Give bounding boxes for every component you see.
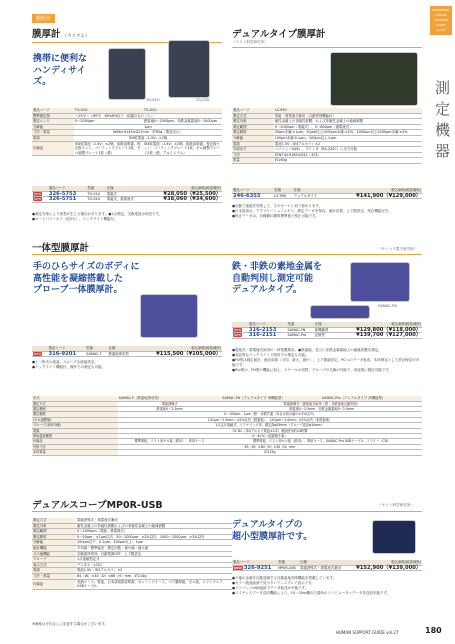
- catch-copy: [33, 262, 153, 297]
- table-cell: 約125g: [118, 450, 422, 455]
- table-cell: 測定レンジ: [32, 119, 74, 125]
- order-table: [232, 560, 422, 571]
- product-photo-lz990: [330, 52, 418, 106]
- table-header: 仕様: [106, 186, 144, 191]
- note-line: ●パソコンとUSB接続でデータ転送が可能です。: [232, 586, 309, 590]
- table-cell: その他機能: [32, 551, 76, 557]
- table-cell: 0〜50μm：±1μm以内 50〜1000μm：±2%以内 1000〜2000μm：±3%以内: [76, 534, 232, 540]
- note-line: ●測定対象により誤差が生じる場合があります。●1点測定、交換電池は別売です。: [32, 212, 163, 216]
- table-cell: 電源: [32, 135, 74, 141]
- note-line: ●校正データは、多種類の膜厚標準板で校正可能です。: [232, 214, 319, 218]
- table-header: 仕様: [299, 560, 347, 565]
- table-header: 製品コード: [232, 108, 274, 113]
- table-header: 製品コード: [248, 322, 287, 327]
- table-cell: 使用温度範囲: [32, 434, 118, 439]
- table-row: [32, 141, 222, 156]
- note-line: ●自動で素地を判別して、そのモードに切り替わります。: [232, 204, 323, 208]
- photo-caption: TG-01U: [146, 98, 160, 102]
- table-cell: 外部出力: [232, 147, 274, 153]
- product-code[interactable]: 316-9201: [48, 351, 86, 357]
- table-cell: 電源: [32, 568, 76, 574]
- table-cell: 3V DC（単4アルカリ電池×2本）連続使用約24時間: [118, 428, 422, 433]
- note-line: ●バックライト機能付、操作での測定も可能。: [32, 365, 105, 369]
- table-cell: 分解能: [32, 540, 76, 546]
- catch-line: 高性能を凝縮搭載した: [33, 273, 124, 284]
- table-cell: 0〜100μm：1μm（鉄・非鉄共通（本社は指示値の±3%以内）: [118, 412, 422, 417]
- catch-copy: [232, 520, 342, 543]
- table-cell: W66×H145×D27mm 約95g（電池含む）: [74, 130, 222, 136]
- table-cell: 0〜40℃（結露無き事）: [118, 434, 422, 439]
- table-cell: 約W74×H165×D32（本体）: [274, 152, 422, 158]
- table-header: 製品コード: [32, 108, 74, 113]
- table-header: 製品コード: [232, 188, 273, 193]
- side-category-label: 測定機器: [433, 80, 451, 164]
- new-badge: [232, 333, 248, 339]
- maker-note: （ケツト科学研究所）: [232, 40, 268, 44]
- note-line: ●ワイヤレスデータ送信機能により、10〜20m離れた場所のコンピュータへデータを送信可能です。: [232, 591, 391, 595]
- table-header: 税込価格(税抜価格): [347, 560, 422, 565]
- catch-line: 鉄・非鉄の素地金属を: [232, 262, 323, 272]
- new-badge-label: NEW: [234, 327, 242, 332]
- table-cell: 100μm未満:0.1μm、100μm以上:1μm: [274, 135, 422, 141]
- table-header: 型番: [277, 560, 299, 565]
- table-header: 型番: [85, 346, 107, 351]
- catch-line: 自動判別し測定可能: [232, 273, 314, 284]
- table-cell: 分解能: [32, 124, 74, 130]
- table-cell: 測定範囲: [32, 529, 76, 535]
- new-badge: [32, 351, 48, 357]
- spec-cell: 鉄素地専用型: [107, 351, 136, 357]
- product-notes: [232, 204, 422, 219]
- price: ¥141,900（¥129,000）: [328, 193, 422, 199]
- spec-cell: 電磁式、渦電流式: [106, 197, 144, 203]
- section-title: デュアルタイプ膜厚計: [232, 29, 326, 40]
- table-row: [32, 450, 422, 455]
- table-cell: 単4乾電池（1.5V）×2個: [74, 135, 222, 141]
- table-cell: 外形寸法: [32, 444, 118, 449]
- corner-line: EQUIPMENT: [432, 8, 450, 12]
- table-header: 形式: [32, 396, 118, 401]
- footer-note: ※価格は予告なしに変更する場合がございます。: [32, 622, 109, 626]
- product-photo-samac-fn: [350, 262, 410, 302]
- product-notes: [32, 212, 222, 222]
- table-cell: 測定対象: [232, 119, 274, 125]
- table-header: 税込価格(税抜価格): [136, 346, 222, 351]
- table-cell: 100μm以下：0.1μm、100μm以上：1μm: [76, 540, 232, 546]
- section-title: [32, 26, 90, 40]
- table-cell: 表示方式: [32, 562, 76, 568]
- table-cell: 0〜2000μm: [74, 119, 143, 125]
- price: ¥28,050（¥25,500）: [144, 191, 222, 197]
- product-code[interactable]: 246-6353: [232, 193, 273, 199]
- table-cell: 測定方式: [32, 518, 76, 523]
- table-cell: 標準厚板、テスト用ゼロ板（鉄用）、専用ケース: [118, 439, 222, 444]
- table-cell: 寸法・質量: [32, 130, 74, 136]
- table-cell: デジタル（LCD）: [76, 562, 232, 568]
- table-row[interactable]: [232, 333, 422, 339]
- table-cell: 寸法: [232, 152, 274, 158]
- photo-caption: TG-02U: [196, 98, 210, 102]
- new-badge: [32, 197, 48, 203]
- table-cell: 単4乾電池（1.5V）×2個、取扱説明書、校正板セット、コーティングプレート1枚、ゼロ調整プレート2枚（鉄、アルミニウム）: [143, 141, 222, 156]
- table-cell: 電磁誘導式・渦電流式兼用: [76, 518, 232, 523]
- table-cell: 電磁誘導式・渦電流式両用（鉄・非鉄素地自動判別）: [221, 401, 422, 406]
- footer-guide-label: HUMAN SUPPORT GUIDE vol.27: [336, 630, 399, 635]
- table-header: 仕様: [314, 322, 334, 327]
- table-cell: 単4乾電池（1.5V）×2個、取扱説明書、校正板セット、コーティングプレート1枚、ゼロ調整プレート1枚（鉄）: [74, 141, 143, 156]
- table-cell: プローブ: [32, 557, 76, 563]
- table-header: 仕様: [107, 346, 136, 351]
- product-code[interactable]: 326-5753: [48, 191, 87, 197]
- order-table: [32, 186, 222, 203]
- table-cell: 電池1.5V（単4アルカリ）×2: [76, 568, 232, 574]
- section-title: デュアルスコープMP0R-USB: [32, 500, 163, 511]
- product-notes: [32, 360, 222, 370]
- table-cell: 統計機能: [32, 545, 76, 551]
- table-cell: 測定方式: [32, 401, 118, 406]
- corner-line: HUMAN SUPPORT: [434, 13, 448, 22]
- table-header: 型番: [273, 188, 292, 193]
- table-header: 製品コード: [48, 346, 86, 351]
- page-number: 180: [425, 626, 442, 635]
- new-badge-label: NEW: [234, 565, 242, 570]
- corner-badge: [430, 6, 452, 35]
- model-number: TG-02U: [86, 197, 105, 203]
- table-cell: 測定範囲: [232, 124, 274, 130]
- new-badge-label: NEW: [234, 333, 242, 338]
- photo-caption: SAMAC-Pro: [340, 314, 360, 318]
- spec-table: [32, 518, 232, 590]
- table-row[interactable]: [32, 197, 222, 203]
- table-cell: 測定精度: [232, 130, 274, 136]
- table-header: SAMAC-FN（デュアルタイプ 単機能型）: [221, 396, 321, 401]
- table-cell: 0〜2000μm（電磁・渦電流式）: [76, 529, 232, 535]
- table-row[interactable]: [232, 565, 422, 571]
- note-line: ●オートパワーオフ（約2分）、バックライト機能付。: [32, 217, 118, 221]
- spec-table: [32, 108, 222, 156]
- product-notes: [232, 348, 422, 373]
- product-code[interactable]: [232, 565, 277, 571]
- table-cell: 測定方式: [232, 113, 274, 119]
- spec-cell: 電磁誘導式・渦電流式兼用: [299, 565, 347, 571]
- product-code[interactable]: 316-2151: [248, 333, 287, 339]
- table-header: 製品コード: [232, 560, 277, 565]
- table-header: 製品コード: [48, 186, 87, 191]
- table-cell: 測定精度: [32, 534, 76, 540]
- table-cell: 0〜2000μm（電磁式）、0〜800μm（渦電流式）: [274, 124, 422, 130]
- table-cell: 平均値・標準偏差・測定回数・最小値・最大値: [76, 545, 232, 551]
- table-cell: 分解能: [232, 135, 274, 141]
- table-row: [32, 579, 232, 589]
- table-header: SAMAC-F（鉄素地専用型）: [118, 396, 222, 401]
- table-cell: 寸法・質量: [32, 573, 76, 579]
- table-header: 仕様: [293, 188, 328, 193]
- section-rule: [232, 47, 422, 48]
- price: ¥115,500（¥105,000）: [136, 351, 222, 357]
- catch-line: プローブ一体膜厚計。: [33, 285, 123, 295]
- catch-line: 超小型膜厚計です。: [232, 531, 313, 542]
- catch-copy: [33, 54, 103, 89]
- table-cell: 付属品: [32, 439, 118, 444]
- catch-line: デュアルタイプ。: [232, 285, 302, 295]
- table-cell: 電池1.5V（単4アルカリ）×2: [274, 141, 422, 147]
- catch-line: 携帯に便利な: [33, 54, 88, 64]
- table-cell: 質量: [232, 158, 274, 164]
- corner-line: vol.27: [436, 28, 446, 32]
- spec-cell: デュアルタイプ: [293, 193, 328, 199]
- table-cell: 電源: [32, 428, 118, 433]
- table-cell: 本体質量: [32, 450, 118, 455]
- table-header: TG-02U: [143, 108, 222, 113]
- photo-caption: SAMAC-FN: [378, 304, 397, 308]
- table-cell: 収納ケース、電池、日本語取扱説明書、キャリングケース、ペア膜厚板、ゼロ板、ソフトウエア、USBケーブル: [76, 579, 232, 589]
- table-cell: 付属品: [32, 579, 76, 589]
- table-row[interactable]: [32, 351, 222, 357]
- table-cell: 標準厚板、テスト用ゼロ板（鉄用）、専用ケース、SAMAC-Pro USBケーブル、ドライバ（CD）: [221, 439, 422, 444]
- table-cell: 測定範囲: [32, 407, 118, 412]
- table-cell: 約160g: [274, 158, 422, 164]
- price: ¥152,900（¥139,000）: [347, 565, 422, 571]
- section-rule: [32, 254, 422, 255]
- note-line: ●高品質なバックライトで暗所での測定も可能。: [232, 353, 309, 357]
- table-cell: 磁性金属上の非磁性被膜、および非磁性金属上の絶縁被膜: [274, 119, 422, 125]
- table-cell: 電源: [232, 141, 274, 147]
- table-cell: 測定精度: [32, 412, 118, 417]
- model-number: SAMAC-F: [85, 351, 107, 357]
- price: ¥38,060（¥34,600）: [144, 197, 222, 203]
- table-cell: 鉄素地0〜2000μm、非鉄金属素地0〜1000μm: [143, 119, 222, 125]
- table-cell: 電磁・渦電流式兼用（自動判別機能付）: [274, 113, 422, 119]
- note-line: ●電磁式・渦電流式両用の一体型膜厚計。●鉄素地、並びに非鉄金属素地上の絶縁皮膜を測定。: [232, 348, 382, 352]
- product-photo-tg01u: [108, 48, 146, 100]
- table-cell: 自動素材判別、自動電源OFF、上下限設定: [76, 551, 232, 557]
- note-line: ●十一桁式の液晶、スムーズな液晶設定。: [32, 360, 98, 364]
- product-photo-mp0r-usb: [372, 520, 416, 554]
- catch-copy: [232, 262, 342, 297]
- note-line: ●Pro型は、FN型の機能に加え、スケールの切替、プローブの交換が可能で、用途別に測定可能です。: [232, 368, 392, 372]
- new-badge-label: NEW: [34, 191, 42, 196]
- section-title: 一体型膜厚計: [32, 243, 90, 254]
- table-cell: 63（W）×84（H）×30（D）mm: [118, 444, 422, 449]
- new-badge-label: NEW: [34, 197, 42, 202]
- maker-note: （サンコウ電子研究所）: [378, 247, 418, 251]
- price: ¥139,700（¥127,000）: [334, 333, 422, 339]
- catch-line: デュアルタイプの: [232, 520, 303, 530]
- note-line: ●下地の金属を自動認識する自動素地判別機能を搭載しています。: [232, 576, 337, 580]
- note-line: ●カラー液晶画面で見やすいディスプレイ表示です。: [232, 581, 315, 585]
- table-header: 税込価格(税抜価格): [334, 322, 422, 327]
- product-code[interactable]: 326-5751: [48, 197, 87, 203]
- spec-table: [232, 108, 422, 164]
- table-cell: 電磁誘導式: [118, 401, 222, 406]
- note-line: ●日本語表示、アプリケーションメモリ、測定データを保存。統計計算、上下限設定、残存機能付き。: [232, 209, 392, 213]
- product-code[interactable]: 316-2153: [248, 327, 287, 333]
- table-cell: 標準測定物: [32, 113, 74, 119]
- category-tag: 膜厚計: [32, 14, 55, 23]
- table-cell: パソコン（USB）、プリンタ（RS-232C）に出力可能: [274, 147, 422, 153]
- table-cell: 1点定圧接触式、ワイヤリング用、測定面φ28mm（プローブ直径φ10mm）: [118, 423, 422, 428]
- model-number: SAMAC-FN: [287, 327, 314, 333]
- section-rule: [32, 511, 422, 512]
- table-cell: ー25℃〜＋60℃ 80%RH以下（結露のないこと）: [74, 113, 222, 119]
- note-line: ●FN型は測定値を、統計演算（平均、最大、最小）、上下限値設定、PCへのデータ転送、本体保存として設計保存が可能です。: [232, 358, 420, 367]
- table-header: 税込価格(税抜価格): [328, 188, 422, 193]
- table-cell: 測定対象: [32, 523, 76, 529]
- table-cell: 1μm: [74, 124, 222, 130]
- table-cell: 磁性金属上の非磁性被膜およびの非磁性金属上の絶縁被膜: [76, 523, 232, 529]
- samac-spec-table: [32, 396, 422, 456]
- spec-cell: 新機種型: [314, 327, 334, 333]
- spec-cell: 記憶型: [314, 333, 334, 339]
- table-cell: 付属品: [32, 141, 74, 156]
- product-photo-samac-f: [140, 294, 198, 338]
- product-code-text: 326-9251: [243, 564, 272, 571]
- table-cell: 101μm〜2.5mm：±2%以内（鉄素地）、101μm〜2.0mm：±2%以内（非鉄素地）: [118, 417, 422, 422]
- model-number: LZ-990: [273, 193, 292, 199]
- model-number: MP0R-USB: [277, 565, 299, 571]
- model-number: TG-01U: [86, 191, 105, 197]
- order-table: [232, 188, 422, 199]
- table-cell: プローブ(本体内蔵): [32, 423, 118, 428]
- order-table: [32, 346, 222, 357]
- catch-line: 手のひらサイズのボディに: [33, 262, 140, 272]
- table-cell: 50μm未満:±1μm、50μm以上1000μm未満:±2%、1000μm以上2000μm未満:±3%: [274, 130, 422, 136]
- product-notes: [232, 576, 422, 596]
- maker-note: （カスタム）: [62, 34, 90, 39]
- catch-line: ハンディサイズ。: [33, 65, 86, 87]
- new-badge-label: NEW: [34, 351, 42, 356]
- table-header: 型番: [86, 186, 105, 191]
- table-cell: 1点接触型定式: [76, 557, 232, 563]
- table-header: SAMAC-Pro（デュアルタイプ 高機能型）: [321, 396, 422, 401]
- table-header: LZ-990: [274, 108, 422, 113]
- corner-line: GUIDE: [436, 23, 446, 27]
- table-header: TG-01U: [74, 108, 143, 113]
- table-row: [232, 158, 422, 164]
- table-cell: 64（W）×30（D）×86（H）mm、約114g: [76, 573, 232, 579]
- table-cell: 鉄素地0〜2.5mm、非鉄金属素地0〜2.0mm: [221, 407, 422, 412]
- spec-cell: 電磁式: [106, 191, 144, 197]
- table-header: 税込価格(税抜価格): [144, 186, 222, 191]
- order-table: [232, 322, 422, 339]
- table-header: 型番: [287, 322, 314, 327]
- section-title-text: 膜厚計: [32, 29, 61, 40]
- table-row[interactable]: [232, 193, 422, 199]
- model-number: SAMAC-Pro: [287, 333, 314, 339]
- maker-note: （ケツト科学研究所）: [378, 503, 414, 507]
- table-cell: (ゼロ調整後): [32, 417, 118, 422]
- product-photo-tg02u: [168, 40, 210, 98]
- price: ¥129,800（¥118,000）: [334, 327, 422, 333]
- table-cell: 鉄素地0〜2.5mm: [118, 407, 222, 412]
